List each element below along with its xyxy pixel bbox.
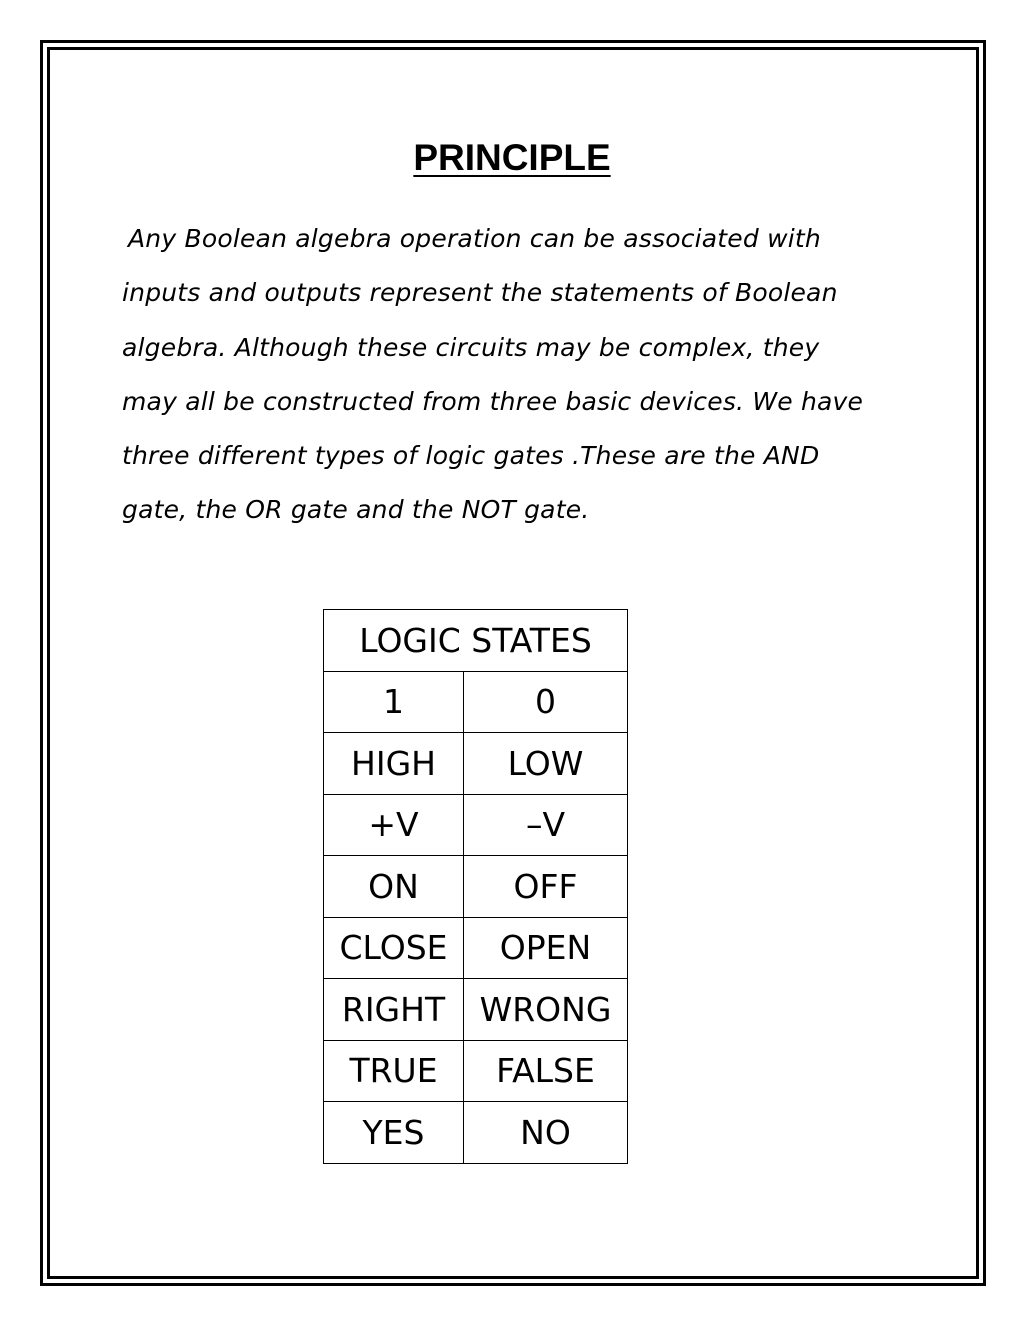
table-header-cell: LOGIC STATES [324,610,628,672]
table-row [324,733,628,795]
table-cell-true-state: CLOSE [324,917,464,979]
paragraph-line: algebra. Although these circuits may be complex, they [122,332,820,362]
table-row [324,979,628,1041]
table-row [324,671,628,733]
paragraph-line: gate, the OR gate and the NOT gate. [122,495,590,525]
page-title [0,134,1024,182]
table-row [324,1040,628,1102]
table-cell-false-state: OPEN [464,917,628,979]
table-cell-false-state: FALSE [464,1040,628,1102]
table-cell-false-state: NO [464,1102,628,1164]
table-cell-false-state: 0 [464,671,628,733]
paragraph-line: three different types of logic gates .These are the AND [122,441,820,471]
paragraph-line: inputs and outputs represent the statements of Boolean [122,278,838,308]
table-cell-true-state: 1 [324,671,464,733]
table-cell-true-state: TRUE [324,1040,464,1102]
table-cell-true-state: YES [324,1102,464,1164]
table-cell-true-state: ON [324,856,464,918]
table-row [324,856,628,918]
table-cell-false-state: –V [464,794,628,856]
table-row [324,1102,628,1164]
table-cell-false-state: OFF [464,856,628,918]
table-cell-true-state: +V [324,794,464,856]
principle-paragraph [122,212,912,538]
page-title-text: PRINCIPLE [413,137,611,178]
paragraph-line: Any Boolean algebra operation can be associated with [128,224,821,253]
table-row [324,794,628,856]
paragraph-line: may all be constructed from three basic devices. We have [122,386,864,416]
table-header-row [324,610,628,672]
table-cell-false-state: LOW [464,733,628,795]
table-cell-true-state: RIGHT [324,979,464,1041]
table-cell-true-state: HIGH [324,733,464,795]
logic-states-table [323,609,628,1164]
table-cell-false-state: WRONG [464,979,628,1041]
table-row [324,917,628,979]
